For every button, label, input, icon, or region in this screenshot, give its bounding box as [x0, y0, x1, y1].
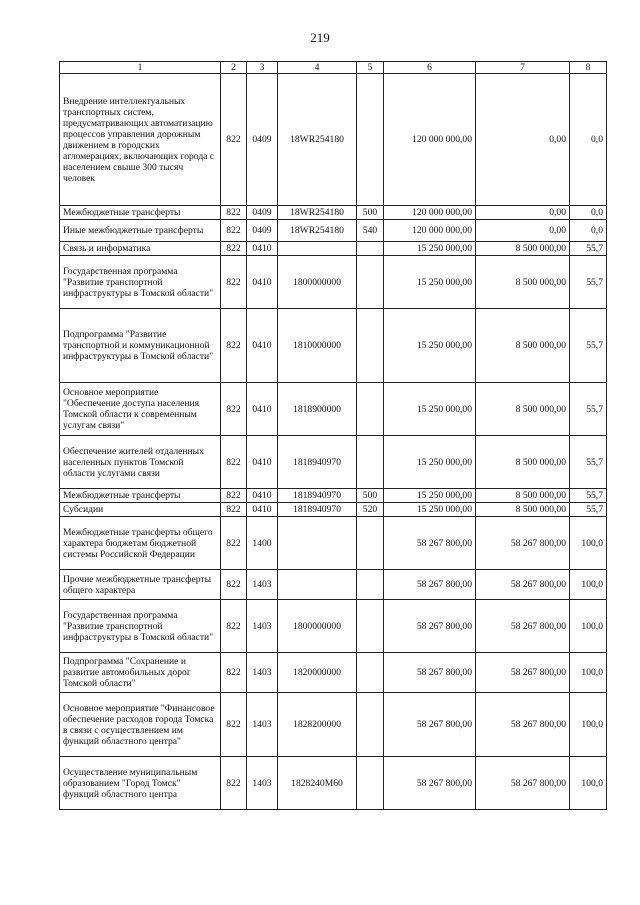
- execution-percent: 55,7: [570, 383, 607, 436]
- expense-type-code: [357, 309, 384, 383]
- target-article-code: 1800000000: [278, 600, 357, 653]
- planned-amount: 58 267 800,00: [384, 600, 476, 653]
- grbs-code: 822: [221, 757, 247, 810]
- planned-amount: 58 267 800,00: [384, 693, 476, 757]
- planned-amount: 15 250 000,00: [384, 489, 476, 503]
- target-article-code: 1828240М60: [278, 757, 357, 810]
- planned-amount: 15 250 000,00: [384, 242, 476, 256]
- grbs-code: 822: [221, 653, 247, 693]
- planned-amount: 58 267 800,00: [384, 517, 476, 570]
- execution-percent: 0,0: [570, 74, 607, 206]
- planned-amount: 15 250 000,00: [384, 503, 476, 517]
- planned-amount: 58 267 800,00: [384, 757, 476, 810]
- page-number: 219: [310, 30, 330, 45]
- planned-amount: 58 267 800,00: [384, 653, 476, 693]
- column-header: 6: [384, 62, 476, 74]
- target-article-code: 18WR254180: [278, 220, 357, 242]
- executed-amount: 58 267 800,00: [476, 600, 570, 653]
- execution-percent: 0,0: [570, 220, 607, 242]
- row-name: Внедрение интеллектуальных транспортных систем, предусматривающих автоматизацию процессов управления дорожным движением в городских агломерациях, включающих города с населением свыше 300 тысяч человек: [60, 74, 221, 206]
- planned-amount: 15 250 000,00: [384, 383, 476, 436]
- row-name: Государственная программа "Развитие транспортной инфраструктуры в Томской области": [60, 256, 221, 309]
- column-header: 1: [60, 62, 221, 74]
- table-row: [60, 206, 607, 220]
- table-row: [60, 309, 607, 383]
- grbs-code: 822: [221, 206, 247, 220]
- execution-percent: 55,7: [570, 489, 607, 503]
- table-row: [60, 600, 607, 653]
- row-name: Обеспечение жителей отдаленных населенных пунктов Томской области услугами связи: [60, 436, 221, 489]
- table-row: [60, 74, 607, 206]
- expense-type-code: [357, 74, 384, 206]
- expense-type-code: [357, 693, 384, 757]
- expense-type-code: [357, 570, 384, 600]
- expense-type-code: 520: [357, 503, 384, 517]
- target-article-code: 1800000000: [278, 256, 357, 309]
- expense-type-code: 540: [357, 220, 384, 242]
- grbs-code: 822: [221, 74, 247, 206]
- table-row: [60, 489, 607, 503]
- planned-amount: 58 267 800,00: [384, 570, 476, 600]
- row-name: Прочие межбюджетные трансферты общего характера: [60, 570, 221, 600]
- table-row: [60, 570, 607, 600]
- row-name: Иные межбюджетные трансферты: [60, 220, 221, 242]
- row-name: Осуществление муниципальным образованием "Город Томск" функций областного центра: [60, 757, 221, 810]
- target-article-code: 1810000000: [278, 309, 357, 383]
- execution-percent: 100,0: [570, 653, 607, 693]
- planned-amount: 120 000 000,00: [384, 206, 476, 220]
- row-name: Государственная программа "Развитие транспортной инфраструктуры в Томской области": [60, 600, 221, 653]
- executed-amount: 58 267 800,00: [476, 693, 570, 757]
- section-code: 1403: [247, 757, 278, 810]
- section-code: 1403: [247, 570, 278, 600]
- executed-amount: 0,00: [476, 74, 570, 206]
- table-row: [60, 436, 607, 489]
- column-header: 5: [357, 62, 384, 74]
- grbs-code: 822: [221, 242, 247, 256]
- table-row: [60, 757, 607, 810]
- grbs-code: 822: [221, 693, 247, 757]
- row-name: Межбюджетные трансферты общего характера бюджетам бюджетной системы Российской Федерации: [60, 517, 221, 570]
- table-row: [60, 242, 607, 256]
- target-article-code: 1828200000: [278, 693, 357, 757]
- target-article-code: 1818940970: [278, 503, 357, 517]
- table-row: [60, 256, 607, 309]
- execution-percent: 100,0: [570, 757, 607, 810]
- executed-amount: 58 267 800,00: [476, 570, 570, 600]
- executed-amount: 58 267 800,00: [476, 653, 570, 693]
- table-row: [60, 220, 607, 242]
- executed-amount: 8 500 000,00: [476, 242, 570, 256]
- target-article-code: 1818940970: [278, 436, 357, 489]
- section-code: 0410: [247, 503, 278, 517]
- execution-percent: 100,0: [570, 600, 607, 653]
- expense-type-code: 500: [357, 489, 384, 503]
- executed-amount: 8 500 000,00: [476, 436, 570, 489]
- grbs-code: 822: [221, 517, 247, 570]
- section-code: 0409: [247, 74, 278, 206]
- planned-amount: 15 250 000,00: [384, 256, 476, 309]
- section-code: 1403: [247, 600, 278, 653]
- column-header: 8: [570, 62, 607, 74]
- executed-amount: 0,00: [476, 220, 570, 242]
- column-header: 3: [247, 62, 278, 74]
- execution-percent: 55,7: [570, 256, 607, 309]
- expense-type-code: [357, 757, 384, 810]
- execution-percent: 55,7: [570, 242, 607, 256]
- grbs-code: 822: [221, 489, 247, 503]
- target-article-code: 18WR254180: [278, 206, 357, 220]
- planned-amount: 15 250 000,00: [384, 436, 476, 489]
- expense-type-code: [357, 517, 384, 570]
- execution-percent: 100,0: [570, 570, 607, 600]
- expense-type-code: 500: [357, 206, 384, 220]
- section-code: 0409: [247, 206, 278, 220]
- grbs-code: 822: [221, 600, 247, 653]
- executed-amount: 8 500 000,00: [476, 503, 570, 517]
- table-row: [60, 653, 607, 693]
- target-article-code: [278, 517, 357, 570]
- section-code: 0410: [247, 383, 278, 436]
- executed-amount: 58 267 800,00: [476, 757, 570, 810]
- execution-percent: 0,0: [570, 206, 607, 220]
- column-number-row: [60, 62, 607, 74]
- grbs-code: 822: [221, 256, 247, 309]
- expense-type-code: [357, 242, 384, 256]
- row-name: Межбюджетные трансферты: [60, 206, 221, 220]
- grbs-code: 822: [221, 503, 247, 517]
- row-name: Межбюджетные трансферты: [60, 489, 221, 503]
- section-code: 0410: [247, 489, 278, 503]
- column-header: 2: [221, 62, 247, 74]
- column-header: 7: [476, 62, 570, 74]
- table-body: [60, 74, 607, 810]
- planned-amount: 120 000 000,00: [384, 220, 476, 242]
- section-code: 1400: [247, 517, 278, 570]
- executed-amount: 8 500 000,00: [476, 489, 570, 503]
- executed-amount: 8 500 000,00: [476, 309, 570, 383]
- grbs-code: 822: [221, 570, 247, 600]
- row-name: Основное мероприятие "Финансовое обеспечение расходов города Томска в связи с осуществлением им функций областного центра": [60, 693, 221, 757]
- expense-type-code: [357, 383, 384, 436]
- execution-percent: 55,7: [570, 309, 607, 383]
- target-article-code: 1818940970: [278, 489, 357, 503]
- budget-table: [59, 61, 607, 810]
- section-code: 0410: [247, 256, 278, 309]
- column-header: 4: [278, 62, 357, 74]
- section-code: 1403: [247, 653, 278, 693]
- row-name: Основное мероприятие "Обеспечение доступа населения Томской области к современным услугам связи": [60, 383, 221, 436]
- section-code: 0410: [247, 242, 278, 256]
- table-row: [60, 517, 607, 570]
- expense-type-code: [357, 600, 384, 653]
- execution-percent: 55,7: [570, 436, 607, 489]
- section-code: 0410: [247, 436, 278, 489]
- target-article-code: [278, 242, 357, 256]
- executed-amount: 8 500 000,00: [476, 256, 570, 309]
- grbs-code: 822: [221, 436, 247, 489]
- execution-percent: 100,0: [570, 517, 607, 570]
- row-name: Субсидии: [60, 503, 221, 517]
- section-code: 1403: [247, 693, 278, 757]
- target-article-code: [278, 570, 357, 600]
- executed-amount: 8 500 000,00: [476, 383, 570, 436]
- planned-amount: 120 000 000,00: [384, 74, 476, 206]
- target-article-code: 1818900000: [278, 383, 357, 436]
- table-row: [60, 503, 607, 517]
- target-article-code: 18WR254180: [278, 74, 357, 206]
- section-code: 0410: [247, 309, 278, 383]
- grbs-code: 822: [221, 309, 247, 383]
- row-name: Связь и информатика: [60, 242, 221, 256]
- section-code: 0409: [247, 220, 278, 242]
- expense-type-code: [357, 653, 384, 693]
- execution-percent: 100,0: [570, 693, 607, 757]
- executed-amount: 58 267 800,00: [476, 517, 570, 570]
- grbs-code: 822: [221, 383, 247, 436]
- target-article-code: 1820000000: [278, 653, 357, 693]
- row-name: Подпрограмма "Сохранение и развитие автомобильных дорог Томской области": [60, 653, 221, 693]
- planned-amount: 15 250 000,00: [384, 309, 476, 383]
- expense-type-code: [357, 256, 384, 309]
- grbs-code: 822: [221, 220, 247, 242]
- table-row: [60, 383, 607, 436]
- expense-type-code: [357, 436, 384, 489]
- table-row: [60, 693, 607, 757]
- executed-amount: 0,00: [476, 206, 570, 220]
- execution-percent: 55,7: [570, 503, 607, 517]
- row-name: Подпрограмма "Развитие транспортной и коммуникационной инфраструктуры в Томской области": [60, 309, 221, 383]
